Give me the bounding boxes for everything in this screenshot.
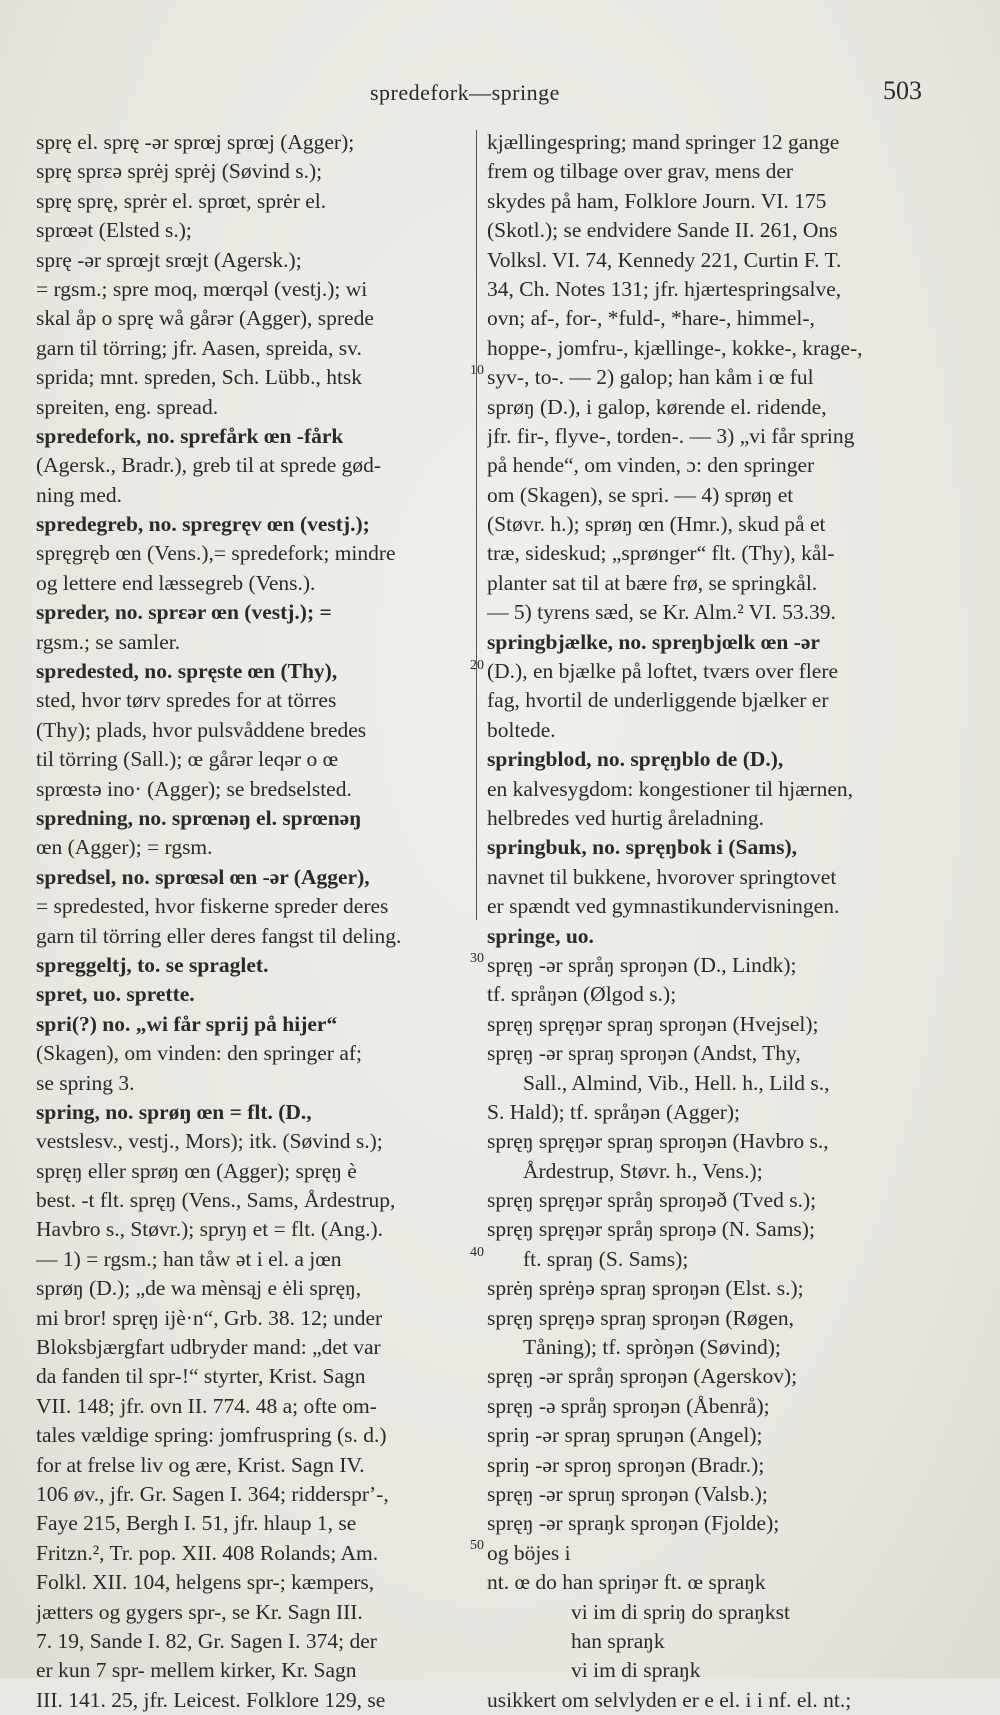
text-line: sprida; mnt. spreden, Sch. Lübb., htsk — [36, 365, 363, 390]
text-line: (Skotl.); se endvidere Sande II. 261, Ons — [487, 218, 838, 243]
text-line: Havbro s., Støvr.); spryŋ et = flt. (Ang.). — [36, 1217, 384, 1242]
text-line: garn til törring eller deres fangst til deling. — [36, 923, 402, 948]
text-line: helbredes ved hurtig åreladning. — [487, 805, 765, 830]
text-line: han spraŋk — [571, 1628, 665, 1653]
line-number: 20 — [470, 658, 484, 673]
line-number: 50 — [470, 1538, 484, 1553]
text-line: Folkl. XII. 104, helgens spr-; kæmpers, — [36, 1570, 375, 1595]
text-line: sted, hvor tørv spredes for at törres — [36, 688, 337, 713]
text-line: og lettere end læssegreb (Vens.). — [36, 570, 316, 595]
text-line: sprę sprɛə sprėj sprėj (Søvind s.); — [36, 159, 323, 184]
text-line: vestslesv., vestj., Mors); itk. (Søvind s.); — [36, 1129, 383, 1154]
text-line: er spændt ved gymnastikundervisningen. — [487, 894, 840, 919]
column-divider — [476, 130, 477, 920]
text-line: hoppe-, jomfru-, kjællinge-, kokke-, krage-, — [487, 335, 863, 360]
text-line: = spredested, hvor fiskerne spreder deres — [36, 894, 389, 919]
text-line: S. Hald); tf. språŋən (Agger); — [487, 1099, 741, 1124]
text-line: sprėŋ sprėŋə spraŋ sproŋən (Elst. s.); — [487, 1276, 804, 1301]
text-line: — 1) = rgsm.; han tåw ət i el. a jœn — [36, 1246, 342, 1271]
text-line: springbuk, no. spręŋbok i (Sams), — [487, 835, 798, 860]
text-line: ovn; af-, for-, *fuld-, *hare-, himmel-, — [487, 306, 815, 331]
text-line: sprę el. sprę -ər sprœj sprœj (Agger); — [36, 130, 355, 154]
line-number: 30 — [470, 951, 484, 966]
left-column — [36, 128, 466, 1715]
text-line: sprœstə ino· (Agger); se bredselsted. — [36, 776, 352, 801]
text-line: skal åp o sprę wå gårər (Agger), sprede — [36, 306, 374, 331]
text-line: (D.), en bjælke på loftet, tværs over flere — [487, 659, 839, 684]
text-line: spredegreb, no. spregręv œn (vestj.); — [36, 512, 370, 537]
text-line: spręŋ spręŋə spraŋ sproŋən (Røgen, — [487, 1305, 795, 1330]
text-line: jfr. fir-, flyve-, torden-. — 3) „vi får spring — [487, 423, 855, 448]
text-line: vi im di spriŋ do spraŋkst — [571, 1599, 790, 1624]
text-line: — 5) tyrens sæd, se Kr. Alm.² VI. 53.39. — [487, 600, 836, 625]
text-line: en kalvesygdom: kongestioner til hjærnen, — [487, 776, 854, 801]
text-line: spręgręb œn (Vens.),= spredefork; mindre — [36, 541, 396, 566]
text-line: spredsel, no. sprœsəl œn -ər (Agger), — [36, 864, 370, 889]
text-line: jætters og gygers spr-, se Kr. Sagn III. — [36, 1599, 363, 1624]
text-line: Årdestrup, Støvr. h., Vens.); — [523, 1158, 763, 1183]
text-line: III. 141. 25, jfr. Leicest. Folklore 129, se — [36, 1687, 386, 1712]
text-line: sprœət (Elsted s.); — [36, 218, 192, 243]
text-line: spręŋ spręŋər spraŋ sproŋən (Hvejsel); — [487, 1011, 819, 1036]
text-line: springbjælke, no. spreŋbjœlk œn -ər — [487, 629, 820, 654]
right-column — [487, 128, 945, 1715]
text-line: VII. 148; jfr. ovn II. 774. 48 a; ofte om- — [36, 1393, 377, 1418]
text-line: spręŋ -ə språŋ sproŋən (Åbenrå); — [487, 1393, 770, 1418]
text-line: træ, sideskud; „sprønger“ flt. (Thy), kål- — [487, 541, 835, 566]
text-line: er kun 7 spr- mellem kirker, Kr. Sagn — [36, 1658, 357, 1683]
text-line: spriŋ -ər sproŋ sproŋən (Bradr.); — [487, 1452, 765, 1477]
text-line: usikkert om selvlyden er e el. i i nf. el. nt.; — [487, 1687, 852, 1712]
text-line: tf. språŋən (Ølgod s.); — [487, 982, 677, 1007]
text-line: spręŋ -ər spraŋ sproŋən (Andst, Thy, — [487, 1041, 801, 1066]
text-line: syv-, to-. — 2) galop; han kåm i œ ful — [487, 365, 814, 390]
text-line: spredning, no. sprœnəŋ el. sprœnəŋ — [36, 805, 362, 830]
line-number: 40 — [470, 1245, 484, 1260]
text-line: spriŋ -ər spraŋ spruŋən (Angel); — [487, 1423, 763, 1448]
text-line: da fanden til spr-!“ styrter, Krist. Sagn — [36, 1364, 366, 1389]
text-line: œn (Agger); = rgsm. — [36, 835, 213, 860]
text-line: Sall., Almind, Vib., Hell. h., Lild s., — [523, 1070, 830, 1095]
text-line: for at frelse liv og ære, Krist. Sagn IV. — [36, 1452, 365, 1477]
text-line: Tåning); tf. spròŋən (Søvind); — [523, 1335, 781, 1360]
text-line: om (Skagen), se spri. — 4) sprøŋ et — [487, 482, 794, 507]
text-line: fag, hvortil de underliggende bjælker er — [487, 688, 829, 713]
text-line: og böjes i — [487, 1540, 571, 1565]
text-line: Volksl. VI. 74, Kennedy 221, Curtin F. T. — [487, 247, 842, 272]
text-line: 34, Ch. Notes 131; jfr. hjærtespringsalve, — [487, 276, 842, 301]
text-line: spreiten, eng. spread. — [36, 394, 219, 419]
text-line: sprę -ər sprœjt srœjt (Agersk.); — [36, 247, 302, 272]
text-line: på hende“, om vinden, ɔ: den springer — [487, 453, 815, 478]
text-line: ning med. — [36, 482, 122, 507]
text-line: spri(?) no. „wi får sprij på hijer“ — [36, 1011, 338, 1036]
text-line: = rgsm.; spre moq, mœrqəl (vestj.); wi — [36, 276, 368, 301]
page-header — [0, 70, 1000, 110]
text-line: spręŋ -ər språŋ sproŋən (D., Lindk); — [487, 952, 797, 977]
text-line: spręŋ spręŋər spraŋ sproŋən (Havbro s., — [487, 1129, 829, 1154]
text-line: Faye 215, Bergh I. 51, jfr. hlaup 1, se — [36, 1511, 357, 1536]
text-line: Fritzn.², Tr. pop. XII. 408 Rolands; Am. — [36, 1540, 379, 1565]
text-line: ft. spraŋ (S. Sams); — [523, 1246, 689, 1271]
text-line: sprøŋ (D.); „de wa mènsąj e ėli spręŋ, — [36, 1276, 362, 1301]
text-line: planter sat til at bære frø, se springkål. — [487, 570, 818, 595]
text-line: skydes på ham, Folklore Journ. VI. 175 — [487, 188, 827, 213]
text-line: sprę sprę, sprėr el. sprœt, sprėr el. — [36, 188, 327, 213]
line-number: 10 — [470, 363, 484, 378]
text-line: (Thy); plads, hvor pulsvåddene bredes — [36, 717, 367, 742]
text-line: spręŋ spręŋər språŋ sproŋəð (Tved s.); — [487, 1188, 817, 1213]
text-line: springe, uo. — [487, 923, 594, 948]
text-line: mi bror! spręŋ ijè·n“, Grb. 38. 12; under — [36, 1305, 383, 1330]
running-head: spredefork—springe — [370, 80, 560, 105]
text-line: spręŋ spręŋər språŋ sproŋə (N. Sams); — [487, 1217, 815, 1242]
text-line: kjællingespring; mand springer 12 gange — [487, 130, 840, 154]
text-line: spring, no. sprøŋ œn = flt. (D., — [36, 1099, 312, 1124]
text-line: (Støvr. h.); sprøŋ œn (Hmr.), skud på et — [487, 512, 826, 537]
text-line: spredefork, no. sprefårk œn -fårk — [36, 423, 344, 448]
text-line: spreggeltj, to. se spraglet. — [36, 952, 269, 977]
text-line: best. -t flt. spręŋ (Vens., Sams, Årdestrup, — [36, 1188, 396, 1213]
text-line: spręŋ -ər spraŋk sproŋən (Fjolde); — [487, 1511, 780, 1536]
text-line: rgsm.; se samler. — [36, 629, 181, 654]
text-line: til törring (Sall.); œ gårər leqər o œ — [36, 747, 339, 772]
page-number: 503 — [883, 76, 922, 105]
text-line: garn til törring; jfr. Aasen, spreida, sv. — [36, 335, 362, 360]
text-line: se spring 3. — [36, 1070, 135, 1095]
text-line: spreder, no. sprɛər œn (vestj.); = — [36, 600, 332, 625]
text-line: springblod, no. spręŋblo de (D.), — [487, 747, 784, 772]
text-line: sprøŋ (D.), i galop, kørende el. ridende, — [487, 394, 827, 419]
text-line: spret, uo. sprette. — [36, 982, 195, 1007]
text-line: boltede. — [487, 717, 556, 742]
text-line: navnet til bukkene, hvorover springtovet — [487, 864, 837, 889]
text-line: frem og tilbage over grav, mens der — [487, 159, 794, 184]
text-line: nt. œ do han spriŋər ft. œ spraŋk — [487, 1570, 766, 1595]
text-line: (Agersk., Bradr.), greb til at sprede gød- — [36, 453, 382, 478]
text-line: vi im di spraŋk — [571, 1658, 701, 1683]
text-line: 106 øv., jfr. Gr. Sagen I. 364; riddersprʼ-, — [36, 1481, 389, 1506]
text-line: spręŋ eller sprøŋ œn (Agger); spręŋ è — [36, 1158, 357, 1183]
text-line: spredested, no. spręste œn (Thy), — [36, 659, 338, 684]
text-line: tales vældige spring: jomfruspring (s. d.) — [36, 1423, 387, 1448]
text-line: spręŋ -ər språŋ sproŋən (Agerskov); — [487, 1364, 798, 1389]
text-line: Bloksbjærgfart udbryder mand: „det var — [36, 1335, 381, 1360]
text-line: (Skagen), om vinden: den springer af; — [36, 1041, 362, 1066]
text-line: spręŋ -ər spruŋ sproŋən (Valsb.); — [487, 1481, 768, 1506]
text-line: 7. 19, Sande I. 82, Gr. Sagen I. 374; der — [36, 1628, 377, 1653]
